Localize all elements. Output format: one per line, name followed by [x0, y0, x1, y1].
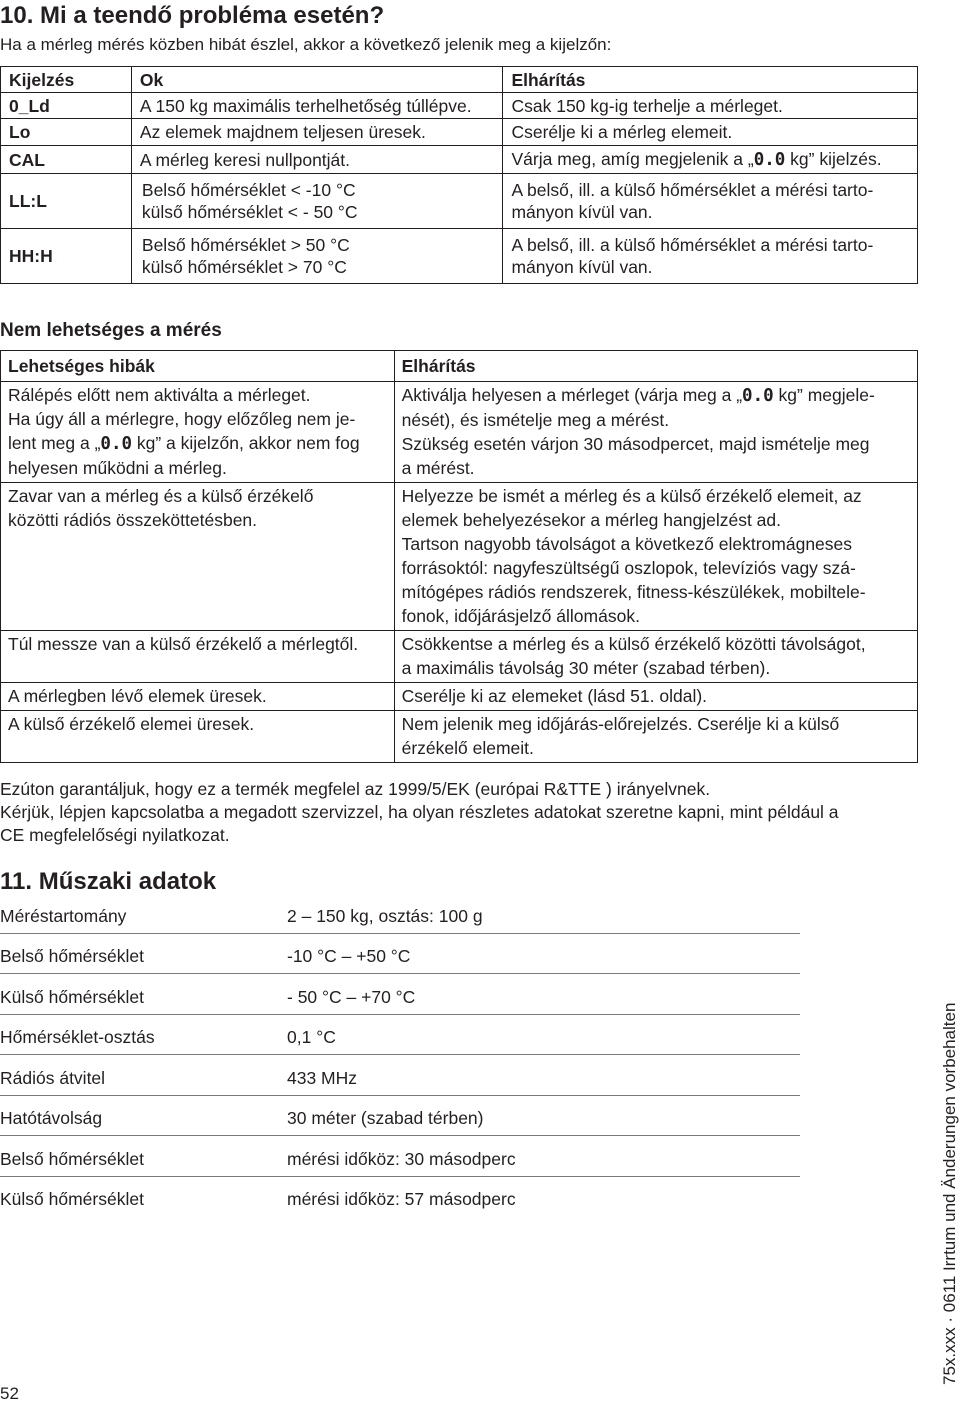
troubleshooting-table	[0, 350, 918, 763]
cause-line: külső hőmérséklet > 70 °C	[141, 257, 347, 277]
paragraph-line: Kérjük, lépjen kapcsolatba a megadott szervizzel, ha olyan részletes adatokat szeretne kapni, mint például a	[0, 802, 839, 822]
segment-display-reading: 0.0	[742, 386, 774, 406]
error-cell	[1, 382, 395, 483]
error-line: Túl messze van a külső érzékelő a mérlegtől.	[8, 634, 359, 654]
spec-divider	[0, 1014, 800, 1015]
table-row	[1, 146, 918, 174]
error-line: A külső érzékelő elemei üresek.	[8, 714, 255, 734]
fix-cell	[503, 229, 918, 284]
fix-line: mányon kívül van.	[511, 202, 653, 222]
column-header-cause: Ok	[131, 67, 503, 93]
cause-line: Belső hőmérséklet < -10 °C	[141, 180, 356, 200]
display-code: CAL	[1, 146, 132, 174]
remedy-line: a maximális távolság 30 méter (szabad térben).	[401, 658, 771, 678]
spec-divider	[0, 1135, 800, 1136]
fix-text-part: kg” kijelzés.	[785, 149, 882, 169]
fix-line: A belső, ill. a külső hőmérséklet a mérési tarto-	[511, 235, 874, 255]
cause-cell: A 150 kg maximális terhelhetőség túllépve.	[131, 93, 503, 119]
text-part: lent meg a „	[8, 433, 101, 453]
error-cell	[1, 631, 395, 683]
remedy-line: elemek behelyezésekor a mérleg hangjelzést ad.	[401, 510, 781, 530]
remedy-line: Tartson nagyobb távolságot a következő elektromágneses	[401, 534, 853, 554]
spec-label: Külső hőmérséklet	[0, 1189, 144, 1209]
remedy-line: Cserélje ki az elemeket (lásd 51. oldal).	[401, 686, 708, 706]
error-line: Rálépés előtt nem aktiválta a mérleget.	[8, 385, 311, 405]
error-cell	[1, 683, 395, 711]
error-line: A mérlegben lévő elemek üresek.	[8, 686, 267, 706]
section-10-intro: Ha a mérleg mérés közben hibát észlel, akkor a következő jelenik meg a kijelzőn:	[0, 35, 612, 54]
spec-value: 2 – 150 kg, osztás: 100 g	[287, 906, 483, 926]
remedy-line: a mérést.	[401, 458, 475, 478]
fix-line: mányon kívül van.	[511, 257, 653, 277]
error-cell	[1, 483, 395, 631]
fix-cell: Cserélje ki a mérleg elemeit.	[503, 119, 918, 146]
spec-label: Hatótávolság	[0, 1108, 103, 1128]
table-row	[1, 229, 918, 284]
remedy-line: fonok, időjárásjelző állomások.	[401, 606, 640, 626]
remedy-line: Helyezze be ismét a mérleg és a külső érzékelő elemeit, az	[401, 486, 862, 506]
column-header-possible-errors: Lehetséges hibák	[1, 351, 395, 382]
fix-line: A belső, ill. a külső hőmérséklet a mérési tarto-	[511, 180, 874, 200]
conformity-paragraph	[0, 778, 920, 847]
spec-label: Belső hőmérséklet	[0, 946, 144, 966]
table-header-row	[1, 351, 918, 382]
spec-divider	[0, 1176, 800, 1177]
display-code: HH:H	[1, 229, 132, 284]
table-row	[1, 93, 918, 119]
table-row	[1, 683, 918, 711]
error-cell	[1, 711, 395, 763]
display-code: Lo	[1, 119, 132, 146]
table-row	[1, 119, 918, 146]
table-header-row	[1, 67, 918, 93]
cause-line: külső hőmérséklet < - 50 °C	[141, 202, 358, 222]
text-part: kg” a kijelzőn, akkor nem fog	[132, 433, 360, 453]
remedy-line: Csökkentse a mérleg és a külső érzékelő közötti távolságot,	[401, 634, 866, 654]
spec-value: 0,1 °C	[287, 1027, 336, 1047]
fix-text-part: Várja meg, amíg megjelenik a „	[511, 149, 754, 169]
side-imprint: 75x.xxx · 0611 Irrtum und Änderungen vorbehalten	[940, 1002, 959, 1385]
cause-cell: Az elemek majdnem teljesen üresek.	[131, 119, 503, 146]
remedy-line: Szükség esetén várjon 30 másodpercet, majd ismételje meg	[401, 434, 870, 454]
column-header-display: Kijelzés	[1, 67, 132, 93]
column-header-fix: Elhárítás	[503, 67, 918, 93]
section-11-title: 11. Műszaki adatok	[0, 868, 217, 895]
paragraph-line: Ezúton garantáljuk, hogy ez a termék megfelel az 1999/5/EK (európai R&TTE ) irányelvnek.	[0, 779, 711, 799]
table-row	[1, 631, 918, 683]
spec-label: Belső hőmérséklet	[0, 1149, 144, 1169]
remedy-cell	[394, 631, 917, 683]
remedy-cell	[394, 483, 917, 631]
table-row	[1, 382, 918, 483]
remedy-line: mítógépes rádiós rendszerek, fitness-készülékek, mobiltele-	[401, 582, 866, 602]
remedy-line: forrásoktól: nagyfeszültségű oszlopok, televíziós vagy szá-	[401, 558, 856, 578]
error-line: Zavar van a mérleg és a külső érzékelő	[8, 486, 314, 506]
error-line: Ha úgy áll a mérlegre, hogy előzőleg nem je-	[8, 409, 356, 429]
spec-value: - 50 °C – +70 °C	[287, 987, 416, 1007]
measurement-subtitle: Nem lehetséges a mérés	[0, 320, 222, 341]
spec-value: 433 MHz	[287, 1068, 358, 1088]
spec-value: 30 méter (szabad térben)	[287, 1108, 484, 1128]
fix-cell: Csak 150 kg-ig terhelje a mérleget.	[503, 93, 918, 119]
paragraph-line: CE megfelelőségi nyilatkozat.	[0, 825, 230, 845]
fix-cell	[503, 174, 918, 229]
cause-line: Belső hőmérséklet > 50 °C	[141, 235, 350, 255]
remedy-line: nését), és ismételje meg a mérést.	[401, 410, 670, 430]
spec-value: mérési időköz: 57 másodperc	[287, 1189, 516, 1209]
spec-value: mérési időköz: 30 másodperc	[287, 1149, 516, 1169]
remedy-cell	[394, 711, 917, 763]
section-10-title: 10. Mi a teendő probléma esetén?	[0, 2, 385, 29]
page-number: 52	[0, 1384, 19, 1403]
table-row	[1, 174, 918, 229]
spec-label: Külső hőmérséklet	[0, 987, 144, 1007]
cause-cell: A mérleg keresi nullpontját.	[131, 146, 503, 174]
error-line: helyesen működni a mérleg.	[8, 458, 227, 478]
text-part: Aktiválja helyesen a mérleget (várja meg a „	[401, 385, 743, 405]
display-codes-table	[0, 66, 918, 284]
segment-display-reading: 0.0	[753, 150, 786, 170]
remedy-line: Nem jelenik meg időjárás-előrejelzés. Cserélje ki a külső	[401, 714, 840, 734]
remedy-cell	[394, 382, 917, 483]
cause-cell	[131, 174, 503, 229]
display-code: 0_Ld	[1, 93, 132, 119]
table-row	[1, 483, 918, 631]
table-row	[1, 711, 918, 763]
cause-cell	[131, 229, 503, 284]
spec-divider	[0, 973, 800, 974]
remedy-line	[402, 383, 911, 408]
remedy-line: érzékelő elemeit.	[401, 738, 534, 758]
spec-divider	[0, 1054, 800, 1055]
spec-value: -10 °C – +50 °C	[287, 946, 411, 966]
spec-label: Rádiós átvitel	[0, 1068, 106, 1088]
column-header-remedy: Elhárítás	[394, 351, 917, 382]
fix-cell	[503, 146, 918, 174]
error-line: közötti rádiós összeköttetésben.	[8, 510, 258, 530]
spec-divider	[0, 933, 800, 934]
display-code: LL:L	[1, 174, 132, 229]
spec-divider	[0, 1095, 800, 1096]
segment-display-reading: 0.0	[100, 434, 133, 454]
remedy-cell	[394, 683, 917, 711]
text-part: kg” megjele-	[773, 385, 875, 405]
spec-label: Méréstartomány	[0, 906, 127, 926]
error-line	[8, 431, 388, 456]
spec-label: Hőmérséklet-osztás	[0, 1027, 155, 1047]
